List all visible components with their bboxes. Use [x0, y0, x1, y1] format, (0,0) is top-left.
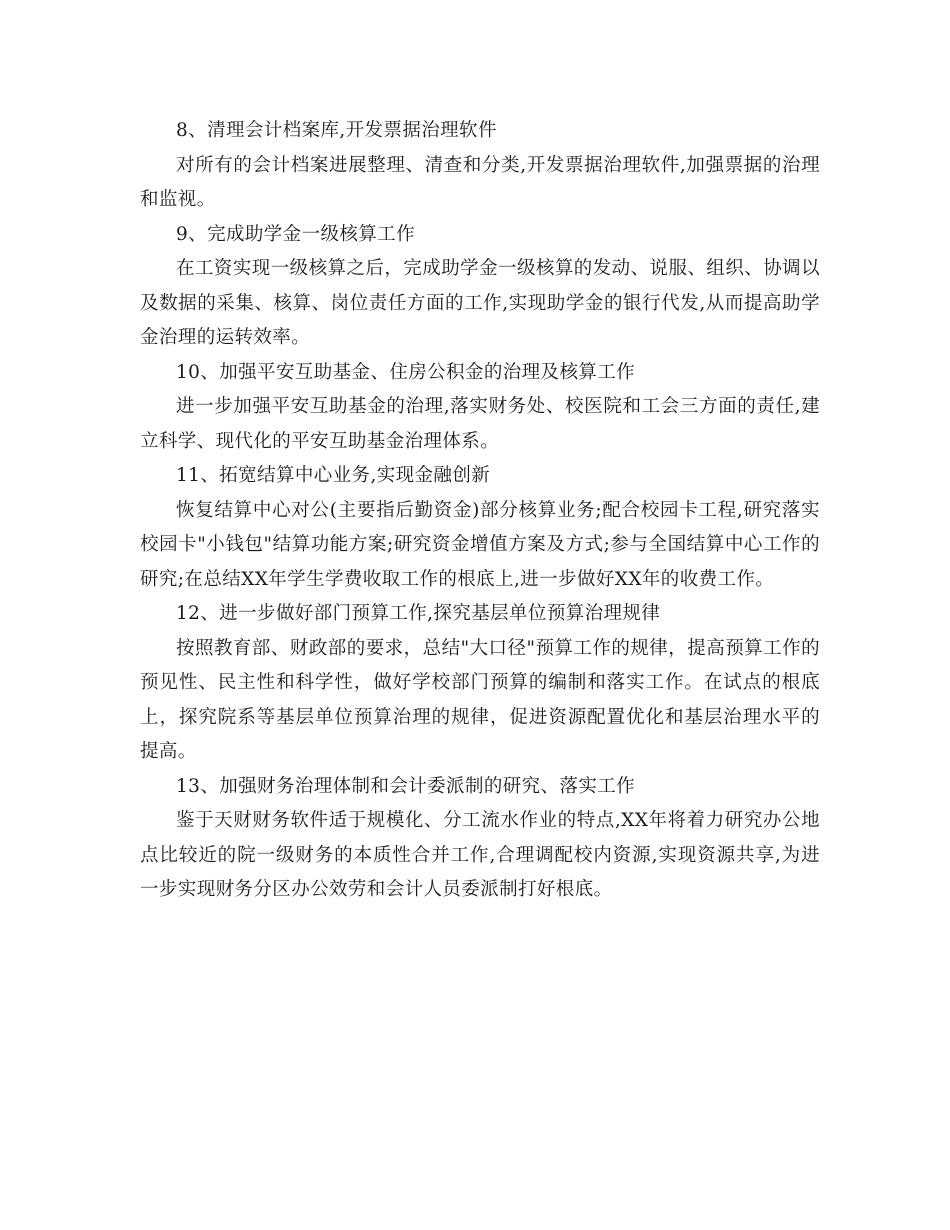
section-heading-9: 9、完成助学金一级核算工作 — [176, 223, 415, 245]
section-body-11: 恢复结算中心对公(主要指后勤资金)部分核算业务;配合校园卡工程,研究落实校园卡"小钱包"结算功能方案;研究资金增值方案及方式;参与全国结算中心工作的研究;在总结XX年学生学费收取工作的根底上,进一步做好XX年的收费工作。 — [140, 499, 820, 590]
section-heading-10: 10、加强平安互助基金、住房公积金的治理及核算工作 — [176, 361, 636, 383]
section-body-12: 按照教育部、财政部的要求，总结"大口径"预算工作的规律，提高预算工作的预见性、民主性和科学性，做好学校部门预算的编制和落实工作。在试点的根底上，探究院系等基层单位预算治理的规律，促进资源配置优化和基层治理水平的提高。 — [140, 637, 820, 762]
section-heading-8: 8、清理会计档案库,开发票据治理软件 — [176, 120, 497, 141]
section-body-13: 鉴于天财财务软件适于规模化、分工流水作业的特点,XX年将着力研究办公地点比较近的院一级财务的本质性合并工作,合理调配校内资源,实现资源共享,为进一步实现财务分区办公效劳和会计人员委派制打好根底。 — [140, 810, 820, 900]
section-body-8: 对所有的会计档案进展整理、清查和分类,开发票据治理软件,加强票据的治理和监视。 — [140, 154, 820, 210]
section-heading-11: 11、拓宽结算中心业务,实现金融创新 — [176, 465, 491, 486]
document-page — [140, 114, 820, 908]
section-body-9: 在工资实现一级核算之后，完成助学金一级核算的发动、说服、组织、协调以及数据的采集、核算、岗位责任方面的工作,实现助学金的银行代发,从而提高助学金治理的运转效率。 — [140, 258, 820, 348]
section-body-10: 进一步加强平安互助基金的治理,落实财务处、校医院和工会三方面的责任,建立科学、现代化的平安互助基金治理体系。 — [140, 396, 820, 452]
section-heading-12: 12、进一步做好部门预算工作,探究基层单位预算治理规律 — [176, 603, 661, 624]
section-heading-13: 13、加强财务治理体制和会计委派制的研究、落实工作 — [176, 775, 636, 797]
